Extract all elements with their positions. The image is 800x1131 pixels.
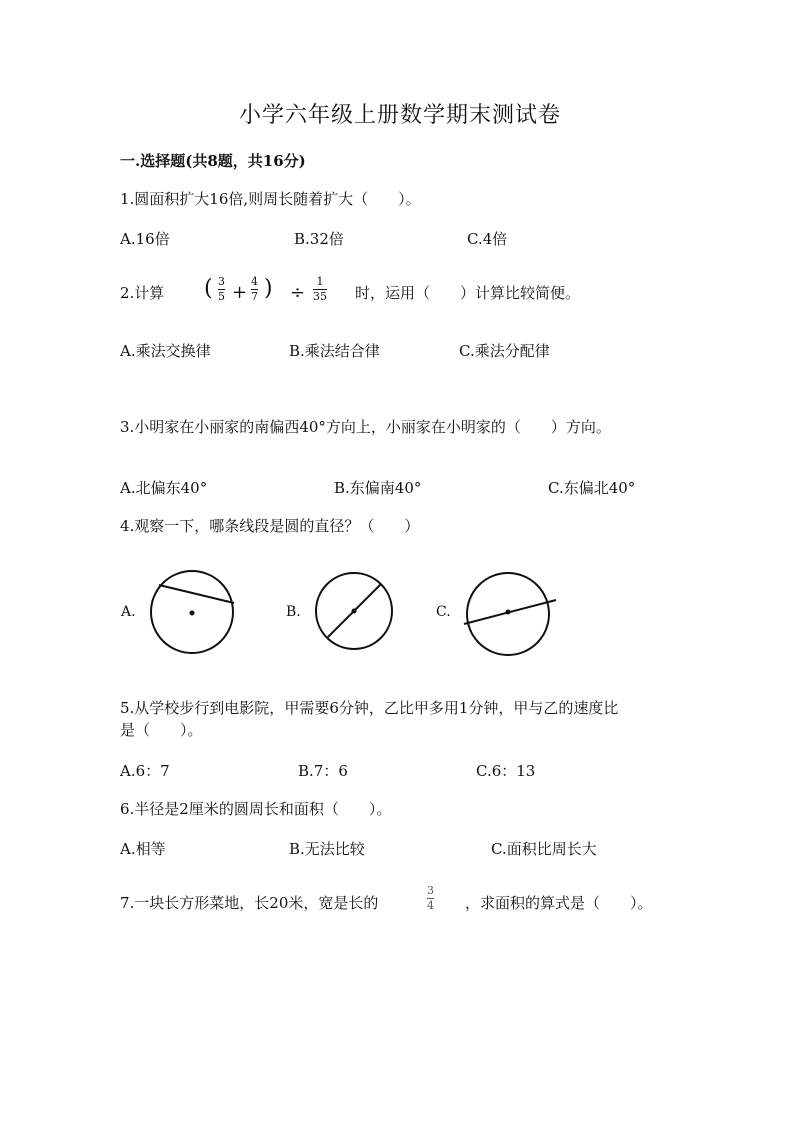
q2-fraction-1 <box>218 276 225 303</box>
page-title: 小学六年级上册数学期末测试卷 <box>238 103 561 128</box>
q2-option-c[interactable]: C.乘法分配律 <box>459 342 550 360</box>
q6-option-b[interactable]: B.无法比较 <box>289 840 365 858</box>
question-1: 1.圆面积扩大16倍,则周长随着扩大（ ）。 <box>120 190 421 208</box>
q2-option-a[interactable]: A.乘法交换律 <box>120 342 211 360</box>
q2-fraction-2-den: 7 <box>251 290 258 303</box>
question-5-line-1: 5.从学校步行到电影院，甲需要6分钟，乙比甲多用1分钟，甲与乙的速度比 <box>120 699 619 717</box>
q4-option-b-label[interactable]: B. <box>286 604 301 620</box>
q7-fraction-num: 3 <box>427 884 434 897</box>
q7-fraction <box>427 885 434 912</box>
q5-option-c[interactable]: C.6：13 <box>476 762 536 780</box>
question-6: 6.半径是2厘米的圆周长和面积（ ）。 <box>120 800 392 818</box>
q6-option-a[interactable]: A.相等 <box>120 840 166 858</box>
q2-fraction-2 <box>251 276 258 303</box>
q4-circle-a-chord <box>159 585 234 603</box>
question-3: 3.小明家在小丽家的南偏西40°方向上，小丽家在小明家的（ ）方向。 <box>120 418 611 436</box>
question-5-line-2: 是（ ）。 <box>120 721 203 739</box>
q2-right-paren: ) <box>264 276 273 301</box>
q4-option-c-label[interactable]: C. <box>436 604 451 620</box>
q5-option-b[interactable]: B.7：6 <box>298 762 348 780</box>
q3-option-c[interactable]: C.东偏北40° <box>548 479 636 497</box>
q6-option-c[interactable]: C.面积比周长大 <box>491 840 597 858</box>
q4-circle-c[interactable] <box>464 572 560 658</box>
q4-circle-a-center <box>190 611 195 616</box>
question-4: 4.观察一下，哪条线段是圆的直径？（ ） <box>120 517 420 535</box>
q1-option-a[interactable]: A.16倍 <box>120 230 170 248</box>
q4-circle-b[interactable] <box>314 572 396 654</box>
q7-fraction-den: 4 <box>427 899 434 912</box>
question-2-suffix: 时，运用（ ）计算比较简便。 <box>355 284 581 302</box>
q1-option-b[interactable]: B.32倍 <box>294 230 344 248</box>
q2-option-b[interactable]: B.乘法结合律 <box>289 342 380 360</box>
q2-fraction-3 <box>313 276 327 303</box>
q2-left-paren: ( <box>204 276 213 301</box>
q1-option-c[interactable]: C.4倍 <box>467 230 508 248</box>
q4-circle-a[interactable] <box>150 570 240 660</box>
question-7-suffix: ，求面积的算式是（ ）。 <box>465 894 653 912</box>
q2-fraction-1-num: 3 <box>218 275 225 288</box>
q4-circle-c-center <box>506 610 511 615</box>
q4-option-a-label[interactable]: A. <box>121 604 136 620</box>
q3-option-b[interactable]: B.东偏南40° <box>334 479 422 497</box>
q2-plus: + <box>232 282 248 303</box>
q4-circle-b-center <box>352 609 357 614</box>
section-heading: 一.选择题(共8题，共16分) <box>120 152 306 170</box>
q2-fraction-2-num: 4 <box>251 275 258 288</box>
question-7-prefix: 7.一块长方形菜地，长20米，宽是长的 <box>120 894 379 912</box>
q2-fraction-1-den: 5 <box>218 290 225 303</box>
q2-fraction-3-den: 35 <box>313 290 327 303</box>
question-2-prefix: 2.计算 <box>120 284 165 302</box>
q2-fraction-3-num: 1 <box>316 275 324 288</box>
q5-option-a[interactable]: A.6：7 <box>120 762 170 780</box>
q2-divide: ÷ <box>290 282 306 303</box>
q3-option-a[interactable]: A.北偏东40° <box>120 479 208 497</box>
